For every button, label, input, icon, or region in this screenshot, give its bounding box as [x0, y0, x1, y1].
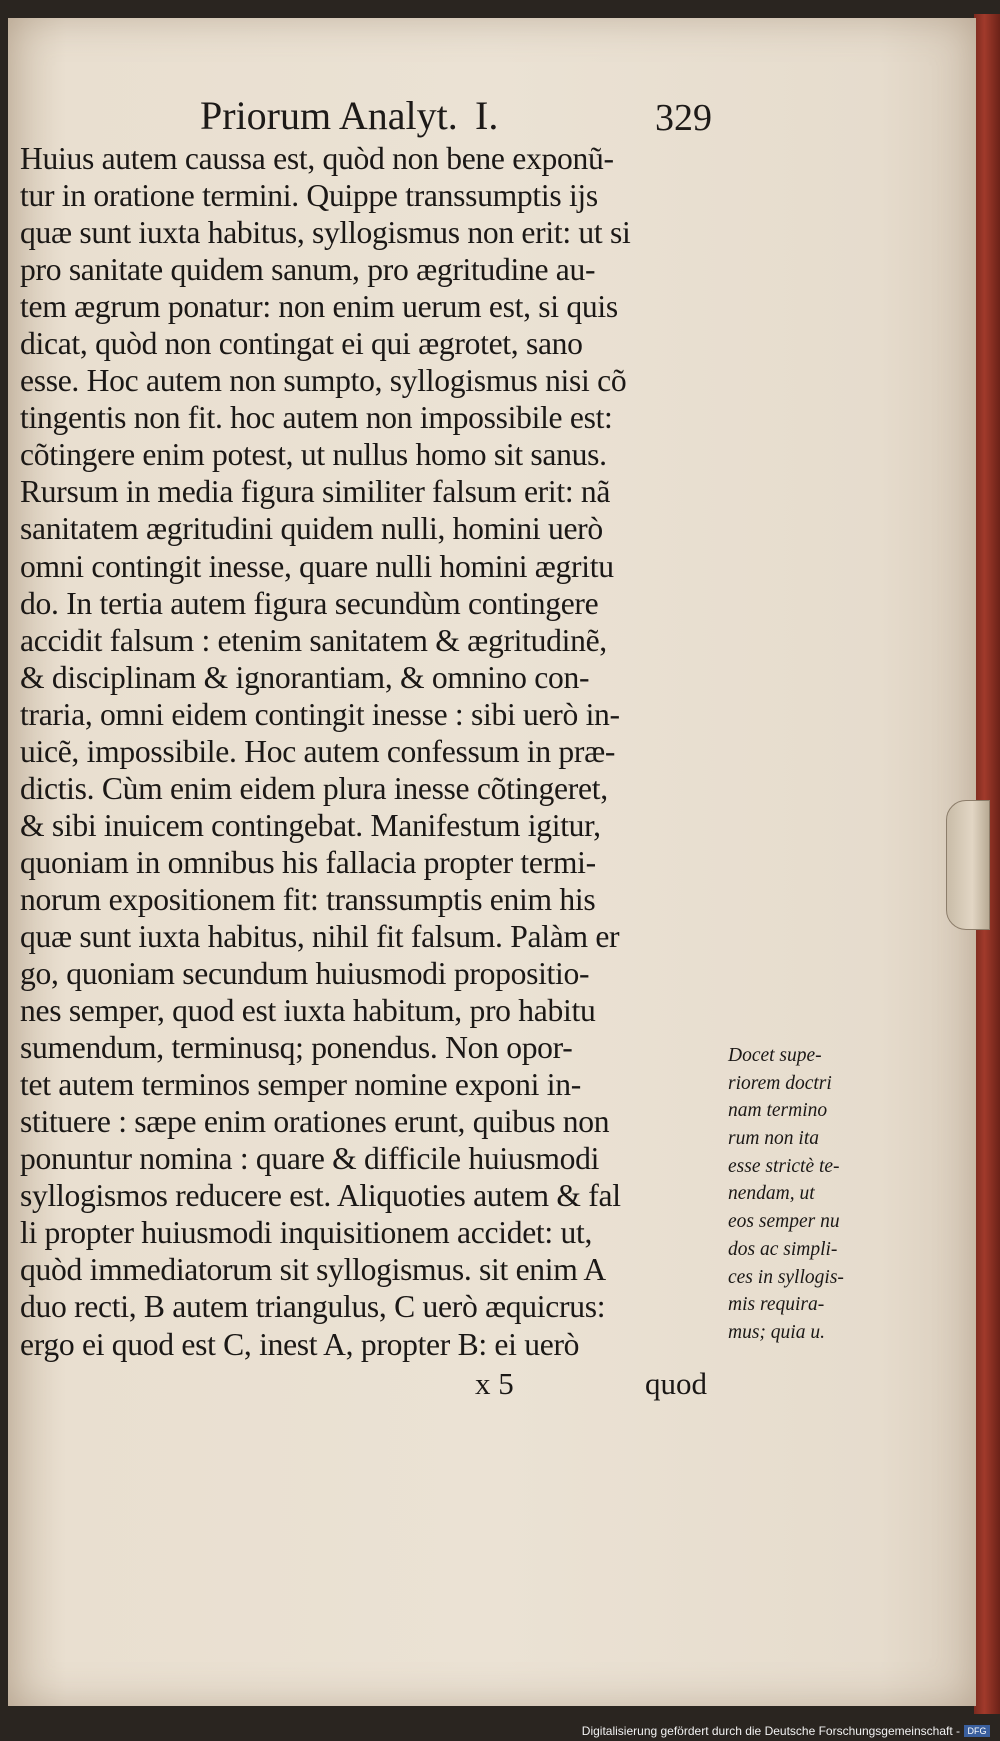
marginal-line: ces in syllogis-	[728, 1266, 844, 1288]
marginal-line: mus; quia u.	[728, 1321, 825, 1343]
text-line: & disciplinam & ignorantiam, & omnino con-	[20, 659, 590, 695]
marginal-line: Docet supe-	[728, 1045, 822, 1066]
footer-credit: Digitalisierung gefördert durch die Deutsche Forschungsgemeinschaft -	[581, 1724, 960, 1738]
text-line: syllogismos reducere est. Aliquoties autem & fal	[20, 1178, 621, 1214]
text-line: li propter huiusmodi inquisitionem accidet: ut,	[20, 1215, 593, 1251]
running-head-title: Priorum Analyt.	[200, 93, 458, 138]
marginal-line: nam termino	[728, 1100, 828, 1122]
text-line: accidit falsum : etenim sanitatem & ægritudinẽ,	[20, 622, 607, 658]
marginal-line: nendam, ut	[728, 1183, 815, 1205]
text-line: ergo ei quod est C, inest A, propter B: ei uerò	[20, 1326, 580, 1362]
text-line: duo recti, B autem triangulus, C uerò æquicrus:	[20, 1289, 606, 1325]
text-line: omni contingit inesse, quare nulli homini ægritu	[20, 548, 614, 584]
text-line: traria, omni eidem contingit inesse : sibi uerò in-	[20, 696, 620, 732]
catchword: quod	[645, 1366, 707, 1401]
digitization-footer	[0, 1722, 996, 1741]
running-head	[200, 92, 720, 138]
marginal-line: esse strictè te-	[728, 1155, 840, 1177]
text-line: tet autem terminos semper nomine exponi in-	[20, 1067, 581, 1103]
text-line: esse. Hoc autem non sumpto, syllogismus nisi cõ	[20, 363, 627, 399]
text-line: ponuntur nomina : quare & difficile huiusmodi	[20, 1141, 600, 1177]
marginal-line: dos ac simpli-	[728, 1238, 838, 1260]
marginal-note	[728, 1042, 878, 1347]
marginal-line: riorem doctri	[728, 1072, 832, 1094]
text-line: cõtingere enim potest, ut nullus homo sit sanus.	[20, 437, 607, 473]
text-line: sanitatem ægritudini quidem nulli, homini uerò	[20, 511, 603, 547]
text-line: Huius autem caussa est, quòd non bene exponũ-	[20, 141, 614, 176]
text-line: sumendum, terminusq; ponendus. Non opor-	[20, 1030, 573, 1066]
book-clasp	[946, 800, 990, 930]
marginal-line: eos semper nu	[728, 1211, 840, 1233]
text-line: pro sanitate quidem sanum, pro ægritudine au-	[20, 252, 596, 288]
text-line: quoniam in omnibus his fallacia propter termi-	[20, 844, 596, 880]
text-line: norum expositionem fit: transsumptis enim his	[20, 881, 596, 917]
signature-mark: x 5	[475, 1366, 514, 1401]
dfg-logo: DFG	[964, 1725, 990, 1737]
text-line: dictis. Cùm enim eidem plura inesse cõtingeret,	[20, 770, 608, 806]
text-line: go, quoniam secundum huiusmodi propositio-	[20, 956, 590, 992]
catch-line	[20, 1366, 720, 1406]
text-line: tur in oratione termini. Quippe transsumptis ijs	[20, 178, 598, 214]
marginal-line: mis requira-	[728, 1294, 825, 1316]
running-head-book: I.	[475, 93, 499, 138]
text-line: quæ sunt iuxta habitus, nihil fit falsum. Palàm er	[20, 918, 620, 954]
text-line: tingentis non fit. hoc autem non impossibile est:	[20, 400, 613, 436]
text-line: stituere : sæpe enim orationes erunt, quibus non	[20, 1104, 610, 1140]
text-line: dicat, quòd non contingat ei qui ægrotet, sano	[20, 326, 583, 362]
text-line: uicẽ, impossibile. Hoc autem confessum in præ-	[20, 733, 616, 769]
marginal-line: rum non ita	[728, 1128, 820, 1150]
text-line: nes semper, quod est iuxta habitum, pro habitu	[20, 993, 596, 1029]
text-line: Rursum in media figura similiter falsum erit: nã	[20, 474, 611, 510]
text-line: quæ sunt iuxta habitus, syllogismus non erit: ut si	[20, 215, 631, 251]
text-line: & sibi inuicem contingebat. Manifestum igitur,	[20, 807, 601, 843]
text-line: tem ægrum ponatur: non enim uerum est, si quis	[20, 289, 618, 325]
folio-number: 329	[655, 97, 712, 139]
text-line: do. In tertia autem figura secundùm contingere	[20, 585, 599, 621]
text-line: quòd immediatorum sit syllogismus. sit enim A	[20, 1252, 606, 1288]
body-text-block	[20, 140, 720, 1363]
